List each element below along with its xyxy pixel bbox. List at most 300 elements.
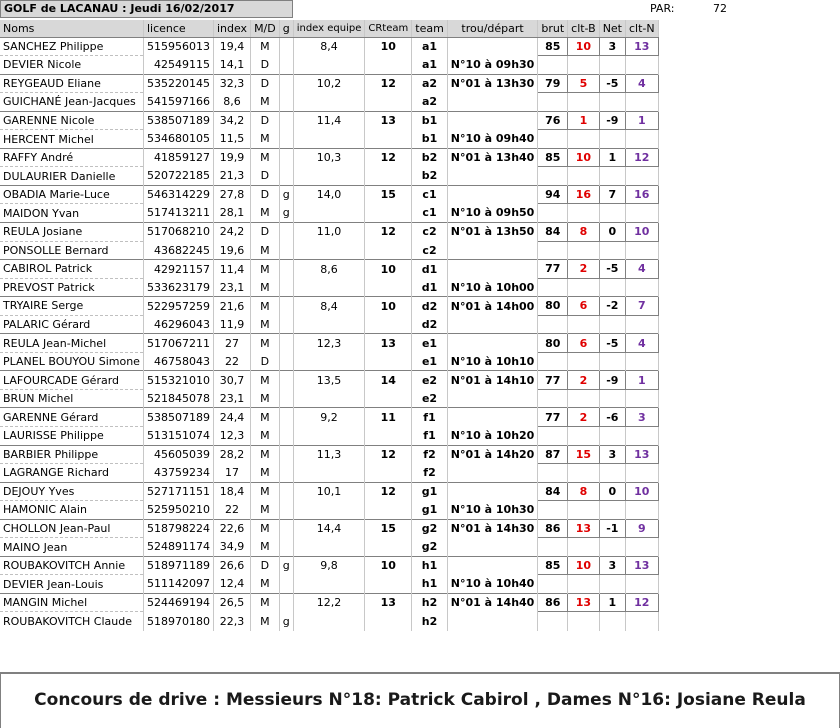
brut-cell[interactable]: 77	[538, 371, 568, 390]
index-equipe-cell[interactable]: 9,2	[293, 408, 365, 427]
g-cell[interactable]: g	[279, 204, 293, 223]
clt-n-cell[interactable]	[626, 389, 659, 408]
team-cell[interactable]: g2	[412, 538, 448, 557]
md-cell[interactable]: M	[251, 130, 280, 149]
licence-cell[interactable]: 533623179	[143, 278, 213, 297]
crteam-cell[interactable]	[365, 464, 412, 483]
team-cell[interactable]: b2	[412, 167, 448, 186]
g-cell[interactable]	[279, 74, 293, 93]
clt-b-cell[interactable]	[568, 352, 600, 371]
md-cell[interactable]: D	[251, 111, 280, 130]
crteam-cell[interactable]: 14	[365, 371, 412, 390]
g-cell[interactable]	[279, 352, 293, 371]
brut-cell[interactable]	[538, 426, 568, 445]
net-cell[interactable]: 1	[599, 593, 625, 612]
clt-b-cell[interactable]: 1	[568, 111, 600, 130]
clt-b-cell[interactable]	[568, 130, 600, 149]
team-cell[interactable]: e1	[412, 334, 448, 353]
clt-b-cell[interactable]	[568, 426, 600, 445]
team-cell[interactable]: f2	[412, 445, 448, 464]
clt-n-cell[interactable]	[626, 241, 659, 260]
md-cell[interactable]: M	[251, 241, 280, 260]
net-cell[interactable]	[599, 130, 625, 149]
index-cell[interactable]: 24,4	[213, 408, 250, 427]
clt-n-cell[interactable]	[626, 464, 659, 483]
clt-n-cell[interactable]	[626, 93, 659, 112]
team-cell[interactable]: d1	[412, 260, 448, 279]
md-cell[interactable]: M	[251, 408, 280, 427]
index-equipe-cell[interactable]	[293, 389, 365, 408]
trou-depart-cell[interactable]: N°10 à 10h10	[447, 352, 538, 371]
net-cell[interactable]	[599, 204, 625, 223]
brut-cell[interactable]	[538, 464, 568, 483]
brut-cell[interactable]: 77	[538, 408, 568, 427]
col-header-md[interactable]: M/D	[251, 20, 280, 37]
trou-depart-cell[interactable]	[447, 556, 538, 575]
index-cell[interactable]: 27,8	[213, 185, 250, 204]
net-cell[interactable]: -5	[599, 334, 625, 353]
clt-b-cell[interactable]	[568, 167, 600, 186]
crteam-cell[interactable]	[365, 278, 412, 297]
clt-b-cell[interactable]: 5	[568, 74, 600, 93]
crteam-cell[interactable]: 15	[365, 519, 412, 538]
index-equipe-cell[interactable]: 11,4	[293, 111, 365, 130]
clt-b-cell[interactable]	[568, 204, 600, 223]
trou-depart-cell[interactable]	[447, 482, 538, 501]
net-cell[interactable]: -1	[599, 519, 625, 538]
brut-cell[interactable]	[538, 352, 568, 371]
licence-cell[interactable]: 511142097	[143, 575, 213, 594]
clt-b-cell[interactable]: 13	[568, 519, 600, 538]
crteam-cell[interactable]	[365, 167, 412, 186]
licence-cell[interactable]: 520722185	[143, 167, 213, 186]
index-equipe-cell[interactable]: 10,2	[293, 74, 365, 93]
md-cell[interactable]: M	[251, 464, 280, 483]
g-cell[interactable]	[279, 315, 293, 334]
trou-depart-cell[interactable]	[447, 167, 538, 186]
index-cell[interactable]: 28,2	[213, 445, 250, 464]
trou-depart-cell[interactable]	[447, 389, 538, 408]
clt-n-cell[interactable]	[626, 130, 659, 149]
md-cell[interactable]: M	[251, 482, 280, 501]
brut-cell[interactable]: 80	[538, 297, 568, 316]
team-cell[interactable]: f1	[412, 408, 448, 427]
clt-b-cell[interactable]	[568, 56, 600, 75]
clt-b-cell[interactable]: 15	[568, 445, 600, 464]
sheet-title[interactable]: GOLF de LACANAU : Jeudi 16/02/2017	[0, 0, 293, 18]
col-header-index[interactable]: index	[213, 20, 250, 37]
crteam-cell[interactable]	[365, 241, 412, 260]
g-cell[interactable]	[279, 482, 293, 501]
clt-b-cell[interactable]	[568, 538, 600, 557]
md-cell[interactable]: D	[251, 185, 280, 204]
col-header-brut[interactable]: brut	[538, 20, 568, 37]
licence-cell[interactable]: 515956013	[143, 37, 213, 56]
clt-b-cell[interactable]: 2	[568, 260, 600, 279]
net-cell[interactable]: -5	[599, 74, 625, 93]
team-cell[interactable]: c1	[412, 204, 448, 223]
name-cell[interactable]: PREVOST Patrick	[0, 278, 143, 297]
md-cell[interactable]: M	[251, 612, 280, 631]
team-cell[interactable]: b1	[412, 111, 448, 130]
team-cell[interactable]: c2	[412, 222, 448, 241]
clt-b-cell[interactable]: 2	[568, 371, 600, 390]
licence-cell[interactable]: 524891174	[143, 538, 213, 557]
trou-depart-cell[interactable]: N°10 à 09h40	[447, 130, 538, 149]
net-cell[interactable]	[599, 167, 625, 186]
net-cell[interactable]: 0	[599, 222, 625, 241]
index-equipe-cell[interactable]	[293, 315, 365, 334]
brut-cell[interactable]	[538, 538, 568, 557]
clt-b-cell[interactable]	[568, 575, 600, 594]
index-equipe-cell[interactable]: 14,0	[293, 185, 365, 204]
team-cell[interactable]: f2	[412, 464, 448, 483]
index-cell[interactable]: 11,5	[213, 130, 250, 149]
index-equipe-cell[interactable]	[293, 575, 365, 594]
clt-b-cell[interactable]: 10	[568, 556, 600, 575]
licence-cell[interactable]: 527171151	[143, 482, 213, 501]
name-cell[interactable]: GARENNE Gérard	[0, 408, 143, 427]
clt-b-cell[interactable]	[568, 389, 600, 408]
name-cell[interactable]: OBADIA Marie-Luce	[0, 185, 143, 204]
trou-depart-cell[interactable]	[447, 37, 538, 56]
g-cell[interactable]	[279, 408, 293, 427]
trou-depart-cell[interactable]: N°01 à 14h00	[447, 297, 538, 316]
index-cell[interactable]: 19,4	[213, 37, 250, 56]
md-cell[interactable]: M	[251, 93, 280, 112]
trou-depart-cell[interactable]: N°01 à 13h40	[447, 148, 538, 167]
trou-depart-cell[interactable]	[447, 334, 538, 353]
brut-cell[interactable]: 84	[538, 222, 568, 241]
team-cell[interactable]: h1	[412, 556, 448, 575]
index-equipe-cell[interactable]	[293, 278, 365, 297]
col-header-net[interactable]: Net	[599, 20, 625, 37]
clt-n-cell[interactable]	[626, 167, 659, 186]
team-cell[interactable]: d2	[412, 315, 448, 334]
team-cell[interactable]: h2	[412, 593, 448, 612]
clt-n-cell[interactable]	[626, 426, 659, 445]
crteam-cell[interactable]	[365, 426, 412, 445]
crteam-cell[interactable]	[365, 501, 412, 520]
trou-depart-cell[interactable]	[447, 408, 538, 427]
md-cell[interactable]: M	[251, 315, 280, 334]
crteam-cell[interactable]: 15	[365, 185, 412, 204]
licence-cell[interactable]: 534680105	[143, 130, 213, 149]
crteam-cell[interactable]: 12	[365, 445, 412, 464]
clt-n-cell[interactable]	[626, 501, 659, 520]
clt-n-cell[interactable]	[626, 352, 659, 371]
crteam-cell[interactable]: 10	[365, 260, 412, 279]
col-header-clt-n[interactable]: clt-N	[626, 20, 659, 37]
par-value[interactable]: 72	[713, 2, 727, 15]
index-equipe-cell[interactable]	[293, 464, 365, 483]
brut-cell[interactable]: 86	[538, 593, 568, 612]
clt-b-cell[interactable]: 8	[568, 482, 600, 501]
crteam-cell[interactable]	[365, 315, 412, 334]
crteam-cell[interactable]: 13	[365, 334, 412, 353]
index-equipe-cell[interactable]: 12,3	[293, 334, 365, 353]
crteam-cell[interactable]	[365, 575, 412, 594]
md-cell[interactable]: D	[251, 556, 280, 575]
g-cell[interactable]	[279, 241, 293, 260]
g-cell[interactable]: g	[279, 556, 293, 575]
net-cell[interactable]: 3	[599, 556, 625, 575]
clt-n-cell[interactable]: 13	[626, 556, 659, 575]
trou-depart-cell[interactable]: N°01 à 14h30	[447, 519, 538, 538]
licence-cell[interactable]: 517413211	[143, 204, 213, 223]
team-cell[interactable]: e2	[412, 371, 448, 390]
clt-n-cell[interactable]: 16	[626, 185, 659, 204]
crteam-cell[interactable]: 13	[365, 593, 412, 612]
g-cell[interactable]	[279, 334, 293, 353]
index-cell[interactable]: 18,4	[213, 482, 250, 501]
index-cell[interactable]: 19,6	[213, 241, 250, 260]
team-cell[interactable]: e1	[412, 352, 448, 371]
index-cell[interactable]: 28,1	[213, 204, 250, 223]
licence-cell[interactable]: 41859127	[143, 148, 213, 167]
g-cell[interactable]	[279, 519, 293, 538]
licence-cell[interactable]: 518798224	[143, 519, 213, 538]
clt-n-cell[interactable]	[626, 575, 659, 594]
net-cell[interactable]	[599, 464, 625, 483]
md-cell[interactable]: M	[251, 37, 280, 56]
index-equipe-cell[interactable]	[293, 204, 365, 223]
trou-depart-cell[interactable]	[447, 260, 538, 279]
licence-cell[interactable]: 46296043	[143, 315, 213, 334]
name-cell[interactable]: LAFOURCADE Gérard	[0, 371, 143, 390]
g-cell[interactable]	[279, 538, 293, 557]
clt-b-cell[interactable]: 10	[568, 148, 600, 167]
name-cell[interactable]: TRYAIRE Serge	[0, 297, 143, 316]
name-cell[interactable]: MAINO Jean	[0, 538, 143, 557]
net-cell[interactable]: 3	[599, 445, 625, 464]
trou-depart-cell[interactable]	[447, 111, 538, 130]
name-cell[interactable]: REULA Jean-Michel	[0, 334, 143, 353]
index-cell[interactable]: 27	[213, 334, 250, 353]
index-cell[interactable]: 26,5	[213, 593, 250, 612]
index-cell[interactable]: 8,6	[213, 93, 250, 112]
index-cell[interactable]: 34,2	[213, 111, 250, 130]
name-cell[interactable]: HERCENT Michel	[0, 130, 143, 149]
brut-cell[interactable]: 80	[538, 334, 568, 353]
index-equipe-cell[interactable]: 8,4	[293, 297, 365, 316]
clt-b-cell[interactable]: 10	[568, 37, 600, 56]
brut-cell[interactable]	[538, 612, 568, 631]
clt-b-cell[interactable]	[568, 315, 600, 334]
index-cell[interactable]: 17	[213, 464, 250, 483]
col-header-clt-b[interactable]: clt-B	[568, 20, 600, 37]
clt-b-cell[interactable]: 8	[568, 222, 600, 241]
index-equipe-cell[interactable]	[293, 93, 365, 112]
net-cell[interactable]	[599, 389, 625, 408]
team-cell[interactable]: e2	[412, 389, 448, 408]
trou-depart-cell[interactable]	[447, 185, 538, 204]
licence-cell[interactable]: 43682245	[143, 241, 213, 260]
team-cell[interactable]: g2	[412, 519, 448, 538]
trou-depart-cell[interactable]: N°01 à 14h40	[447, 593, 538, 612]
g-cell[interactable]	[279, 111, 293, 130]
trou-depart-cell[interactable]	[447, 93, 538, 112]
licence-cell[interactable]: 546314229	[143, 185, 213, 204]
clt-n-cell[interactable]: 9	[626, 519, 659, 538]
licence-cell[interactable]: 538507189	[143, 111, 213, 130]
team-cell[interactable]: g1	[412, 482, 448, 501]
index-equipe-cell[interactable]: 11,0	[293, 222, 365, 241]
name-cell[interactable]: CHOLLON Jean-Paul	[0, 519, 143, 538]
md-cell[interactable]: M	[251, 260, 280, 279]
index-equipe-cell[interactable]	[293, 130, 365, 149]
index-equipe-cell[interactable]: 8,4	[293, 37, 365, 56]
clt-n-cell[interactable]	[626, 56, 659, 75]
crteam-cell[interactable]: 12	[365, 222, 412, 241]
team-cell[interactable]: b1	[412, 130, 448, 149]
name-cell[interactable]: PONSOLLE Bernard	[0, 241, 143, 260]
team-cell[interactable]: b2	[412, 148, 448, 167]
crteam-cell[interactable]	[365, 130, 412, 149]
crteam-cell[interactable]	[365, 612, 412, 631]
index-cell[interactable]: 22	[213, 352, 250, 371]
licence-cell[interactable]: 42549115	[143, 56, 213, 75]
net-cell[interactable]: -5	[599, 260, 625, 279]
licence-cell[interactable]: 518970180	[143, 612, 213, 631]
crteam-cell[interactable]	[365, 352, 412, 371]
index-cell[interactable]: 22	[213, 501, 250, 520]
team-cell[interactable]: a2	[412, 93, 448, 112]
crteam-cell[interactable]: 12	[365, 148, 412, 167]
trou-depart-cell[interactable]: N°10 à 09h50	[447, 204, 538, 223]
g-cell[interactable]	[279, 501, 293, 520]
brut-cell[interactable]	[538, 278, 568, 297]
brut-cell[interactable]: 84	[538, 482, 568, 501]
trou-depart-cell[interactable]: N°10 à 09h30	[447, 56, 538, 75]
index-cell[interactable]: 22,3	[213, 612, 250, 631]
team-cell[interactable]: a1	[412, 37, 448, 56]
clt-n-cell[interactable]: 12	[626, 593, 659, 612]
licence-cell[interactable]: 42921157	[143, 260, 213, 279]
licence-cell[interactable]: 521845078	[143, 389, 213, 408]
clt-n-cell[interactable]	[626, 204, 659, 223]
net-cell[interactable]: -9	[599, 371, 625, 390]
index-equipe-cell[interactable]: 14,4	[293, 519, 365, 538]
clt-n-cell[interactable]: 10	[626, 222, 659, 241]
index-cell[interactable]: 12,3	[213, 426, 250, 445]
index-equipe-cell[interactable]	[293, 241, 365, 260]
clt-b-cell[interactable]: 2	[568, 408, 600, 427]
g-cell[interactable]	[279, 278, 293, 297]
crteam-cell[interactable]: 10	[365, 37, 412, 56]
index-equipe-cell[interactable]: 9,8	[293, 556, 365, 575]
g-cell[interactable]	[279, 167, 293, 186]
md-cell[interactable]: M	[251, 148, 280, 167]
licence-cell[interactable]: 517067211	[143, 334, 213, 353]
index-cell[interactable]: 34,9	[213, 538, 250, 557]
net-cell[interactable]	[599, 538, 625, 557]
index-equipe-cell[interactable]	[293, 501, 365, 520]
brut-cell[interactable]: 86	[538, 519, 568, 538]
name-cell[interactable]: DEVIER Nicole	[0, 56, 143, 75]
clt-n-cell[interactable]: 1	[626, 111, 659, 130]
name-cell[interactable]: DEVIER Jean-Louis	[0, 575, 143, 594]
trou-depart-cell[interactable]	[447, 315, 538, 334]
clt-b-cell[interactable]	[568, 501, 600, 520]
team-cell[interactable]: h2	[412, 612, 448, 631]
clt-n-cell[interactable]	[626, 315, 659, 334]
clt-n-cell[interactable]: 4	[626, 74, 659, 93]
brut-cell[interactable]	[538, 167, 568, 186]
clt-b-cell[interactable]	[568, 612, 600, 631]
g-cell[interactable]	[279, 371, 293, 390]
name-cell[interactable]: BRUN Michel	[0, 389, 143, 408]
name-cell[interactable]: BARBIER Philippe	[0, 445, 143, 464]
clt-b-cell[interactable]: 13	[568, 593, 600, 612]
name-cell[interactable]: DEJOUY Yves	[0, 482, 143, 501]
md-cell[interactable]: M	[251, 445, 280, 464]
index-cell[interactable]: 22,6	[213, 519, 250, 538]
name-cell[interactable]: ROUBAKOVITCH Claude	[0, 612, 143, 631]
g-cell[interactable]	[279, 389, 293, 408]
brut-cell[interactable]: 87	[538, 445, 568, 464]
index-equipe-cell[interactable]	[293, 612, 365, 631]
team-cell[interactable]: a2	[412, 74, 448, 93]
md-cell[interactable]: M	[251, 278, 280, 297]
g-cell[interactable]	[279, 37, 293, 56]
col-header-g[interactable]: g	[279, 20, 293, 37]
crteam-cell[interactable]	[365, 389, 412, 408]
clt-b-cell[interactable]	[568, 241, 600, 260]
name-cell[interactable]: ROUBAKOVITCH Annie	[0, 556, 143, 575]
brut-cell[interactable]	[538, 241, 568, 260]
licence-cell[interactable]: 518971189	[143, 556, 213, 575]
index-cell[interactable]: 32,3	[213, 74, 250, 93]
g-cell[interactable]: g	[279, 185, 293, 204]
team-cell[interactable]: a1	[412, 56, 448, 75]
crteam-cell[interactable]	[365, 56, 412, 75]
net-cell[interactable]: 7	[599, 185, 625, 204]
crteam-cell[interactable]: 10	[365, 556, 412, 575]
trou-depart-cell[interactable]: N°01 à 13h50	[447, 222, 538, 241]
g-cell[interactable]	[279, 464, 293, 483]
brut-cell[interactable]: 85	[538, 37, 568, 56]
net-cell[interactable]	[599, 426, 625, 445]
net-cell[interactable]	[599, 315, 625, 334]
net-cell[interactable]	[599, 56, 625, 75]
licence-cell[interactable]: 43759234	[143, 464, 213, 483]
team-cell[interactable]: g1	[412, 501, 448, 520]
md-cell[interactable]: M	[251, 297, 280, 316]
licence-cell[interactable]: 538507189	[143, 408, 213, 427]
md-cell[interactable]: M	[251, 538, 280, 557]
crteam-cell[interactable]: 12	[365, 482, 412, 501]
clt-n-cell[interactable]: 4	[626, 260, 659, 279]
net-cell[interactable]	[599, 241, 625, 260]
index-cell[interactable]: 21,3	[213, 167, 250, 186]
brut-cell[interactable]: 77	[538, 260, 568, 279]
index-cell[interactable]: 23,1	[213, 389, 250, 408]
name-cell[interactable]: MAIDON Yvan	[0, 204, 143, 223]
brut-cell[interactable]	[538, 315, 568, 334]
col-header-licence[interactable]: licence	[143, 20, 213, 37]
index-equipe-cell[interactable]	[293, 352, 365, 371]
g-cell[interactable]	[279, 56, 293, 75]
net-cell[interactable]: 3	[599, 37, 625, 56]
trou-depart-cell[interactable]	[447, 538, 538, 557]
team-cell[interactable]: c1	[412, 185, 448, 204]
trou-depart-cell[interactable]	[447, 241, 538, 260]
g-cell[interactable]	[279, 260, 293, 279]
g-cell[interactable]	[279, 222, 293, 241]
brut-cell[interactable]: 94	[538, 185, 568, 204]
col-header-team[interactable]: team	[412, 20, 448, 37]
